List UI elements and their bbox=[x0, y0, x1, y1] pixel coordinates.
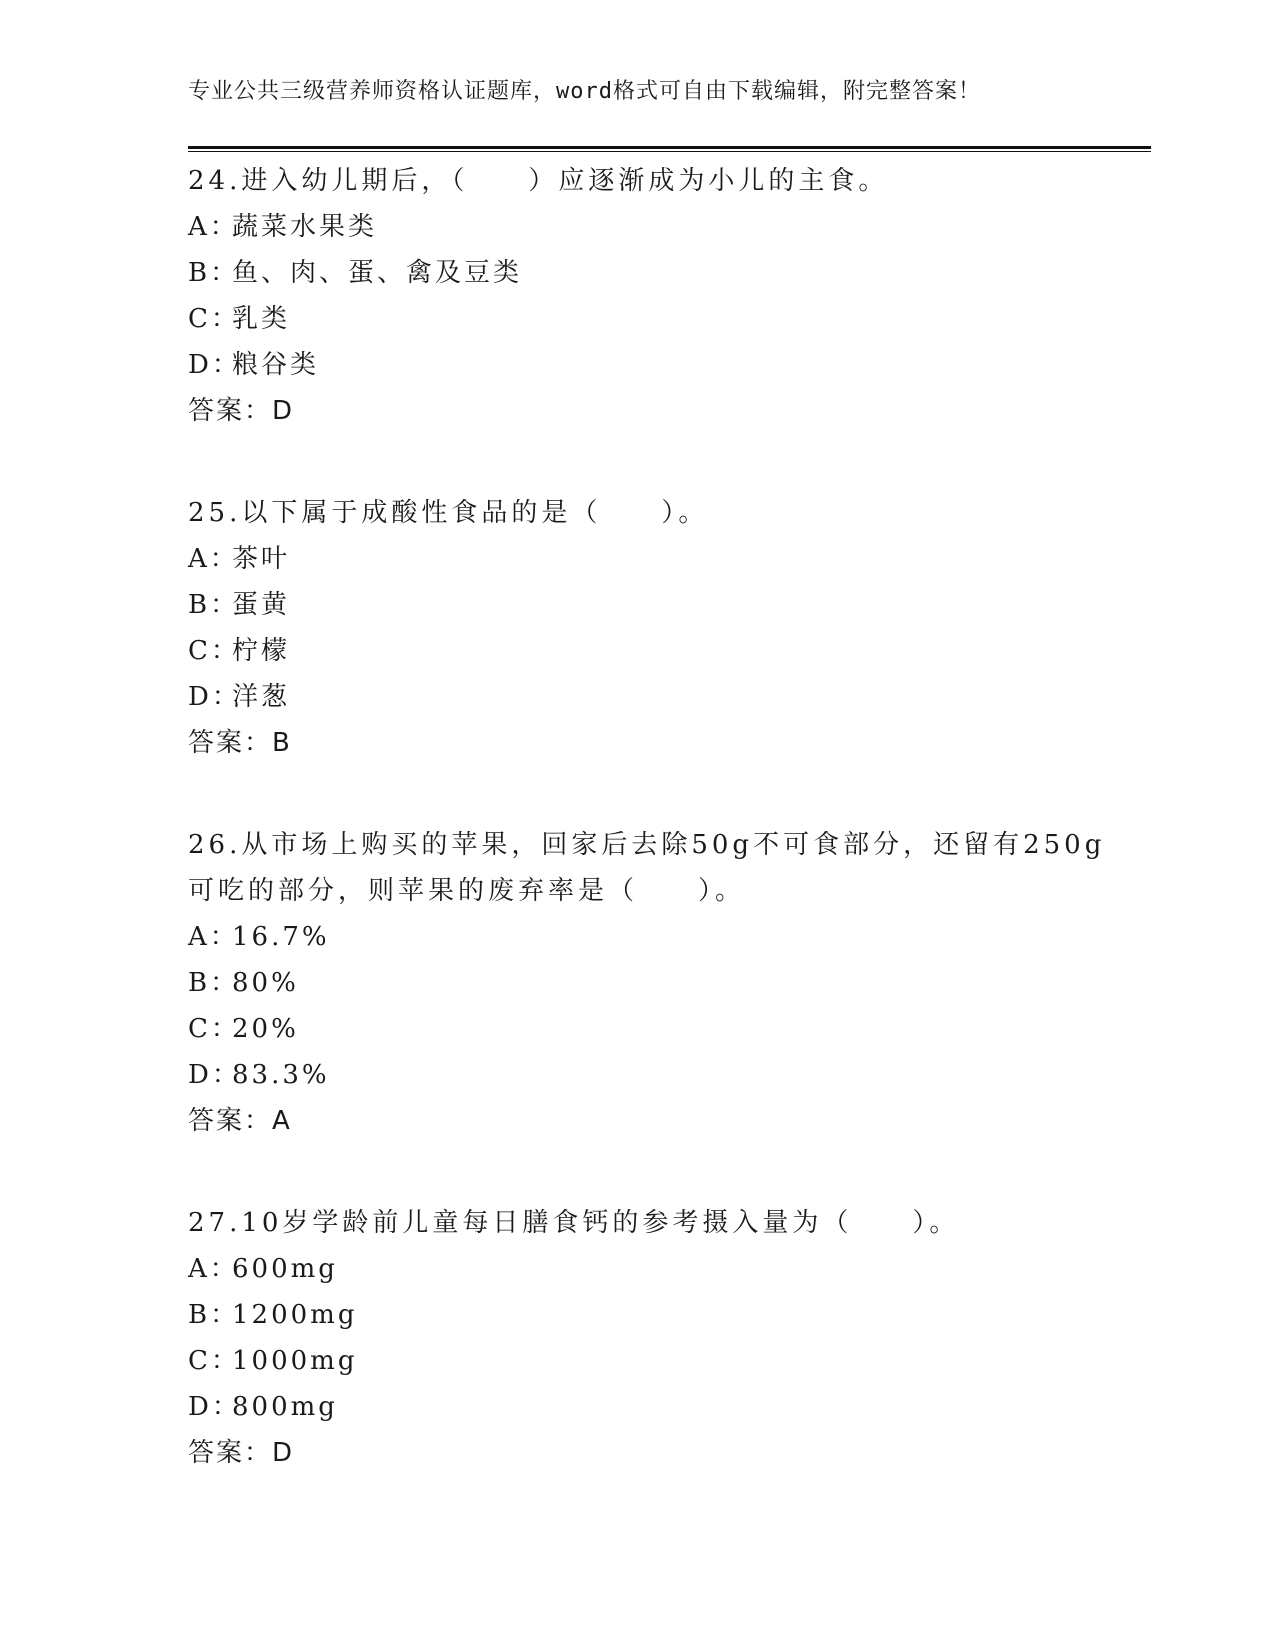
option-key: C： bbox=[188, 1346, 240, 1376]
answer-line bbox=[188, 720, 1108, 766]
header-divider-thick bbox=[188, 146, 1151, 149]
option-b bbox=[188, 582, 1108, 628]
question-list bbox=[188, 158, 1108, 1532]
option-text: 蔬菜水果类 bbox=[232, 212, 378, 242]
answer-line bbox=[188, 1098, 1108, 1144]
option-d bbox=[188, 1384, 1108, 1430]
question-25 bbox=[188, 490, 1108, 766]
option-text: 1200mg bbox=[232, 1300, 358, 1330]
option-text: 16.7% bbox=[232, 922, 330, 952]
answer-label: 答案： bbox=[188, 1438, 273, 1468]
option-text: 80% bbox=[232, 968, 299, 998]
option-d bbox=[188, 342, 1108, 388]
option-text: 洋葱 bbox=[232, 682, 291, 712]
option-text: 蛋黄 bbox=[232, 590, 291, 620]
option-key: D： bbox=[188, 1060, 241, 1090]
option-key: D： bbox=[188, 1392, 241, 1422]
option-c bbox=[188, 296, 1108, 342]
option-text: 鱼、肉、蛋、禽及豆类 bbox=[232, 258, 523, 288]
option-b bbox=[188, 1292, 1108, 1338]
question-26 bbox=[188, 822, 1108, 1144]
option-text: 600mg bbox=[232, 1254, 338, 1284]
option-key: A： bbox=[188, 544, 239, 574]
answer-label: 答案： bbox=[188, 1106, 273, 1136]
option-key: A： bbox=[188, 212, 239, 242]
option-b bbox=[188, 960, 1108, 1006]
answer-value: A bbox=[272, 1106, 292, 1136]
option-key: D： bbox=[188, 350, 241, 380]
question-stem: 27.10岁学龄前儿童每日膳食钙的参考摄入量为（ ）。 bbox=[188, 1208, 960, 1238]
option-text: 茶叶 bbox=[232, 544, 291, 574]
option-c bbox=[188, 1338, 1108, 1384]
option-c bbox=[188, 1006, 1108, 1052]
option-text: 粮谷类 bbox=[232, 350, 320, 380]
page-header-text: 专业公共三级营养师资格认证题库，word格式可自由下载编辑，附完整答案！ bbox=[188, 79, 981, 104]
option-text: 800mg bbox=[232, 1392, 338, 1422]
option-key: B： bbox=[188, 258, 240, 288]
answer-line bbox=[188, 1430, 1108, 1476]
question-stem: 25.以下属于成酸性食品的是（ ）。 bbox=[188, 498, 709, 528]
option-key: B： bbox=[188, 1300, 240, 1330]
option-key: C： bbox=[188, 304, 240, 334]
question-stem: 24.进入幼儿期后，（ ）应逐渐成为小儿的主食。 bbox=[188, 166, 889, 196]
question-27 bbox=[188, 1200, 1108, 1476]
answer-line bbox=[188, 388, 1108, 434]
answer-value: D bbox=[272, 1438, 295, 1468]
option-a bbox=[188, 536, 1108, 582]
option-d bbox=[188, 1052, 1108, 1098]
answer-label: 答案： bbox=[188, 396, 273, 426]
option-a bbox=[188, 914, 1108, 960]
option-text: 1000mg bbox=[232, 1346, 358, 1376]
option-b bbox=[188, 250, 1108, 296]
answer-label: 答案： bbox=[188, 728, 273, 758]
option-c bbox=[188, 628, 1108, 674]
option-key: C： bbox=[188, 636, 240, 666]
header-divider-thin bbox=[188, 151, 1151, 152]
option-text: 83.3% bbox=[232, 1060, 330, 1090]
option-text: 柠檬 bbox=[232, 636, 291, 666]
option-key: B： bbox=[188, 968, 240, 998]
option-a bbox=[188, 204, 1108, 250]
option-key: A： bbox=[188, 1254, 239, 1284]
option-key: D： bbox=[188, 682, 241, 712]
option-text: 20% bbox=[232, 1014, 299, 1044]
answer-value: B bbox=[272, 728, 292, 758]
option-key: C： bbox=[188, 1014, 240, 1044]
question-24 bbox=[188, 158, 1108, 434]
option-text: 乳类 bbox=[232, 304, 291, 334]
option-key: B： bbox=[188, 590, 240, 620]
question-stem: 26.从市场上购买的苹果，回家后去除50g不可食部分，还留有250g可吃的部分，则苹果的废弃率是（ ）。 bbox=[188, 830, 1106, 906]
option-key: A： bbox=[188, 922, 239, 952]
option-d bbox=[188, 674, 1108, 720]
answer-value: D bbox=[272, 396, 295, 426]
option-a bbox=[188, 1246, 1108, 1292]
